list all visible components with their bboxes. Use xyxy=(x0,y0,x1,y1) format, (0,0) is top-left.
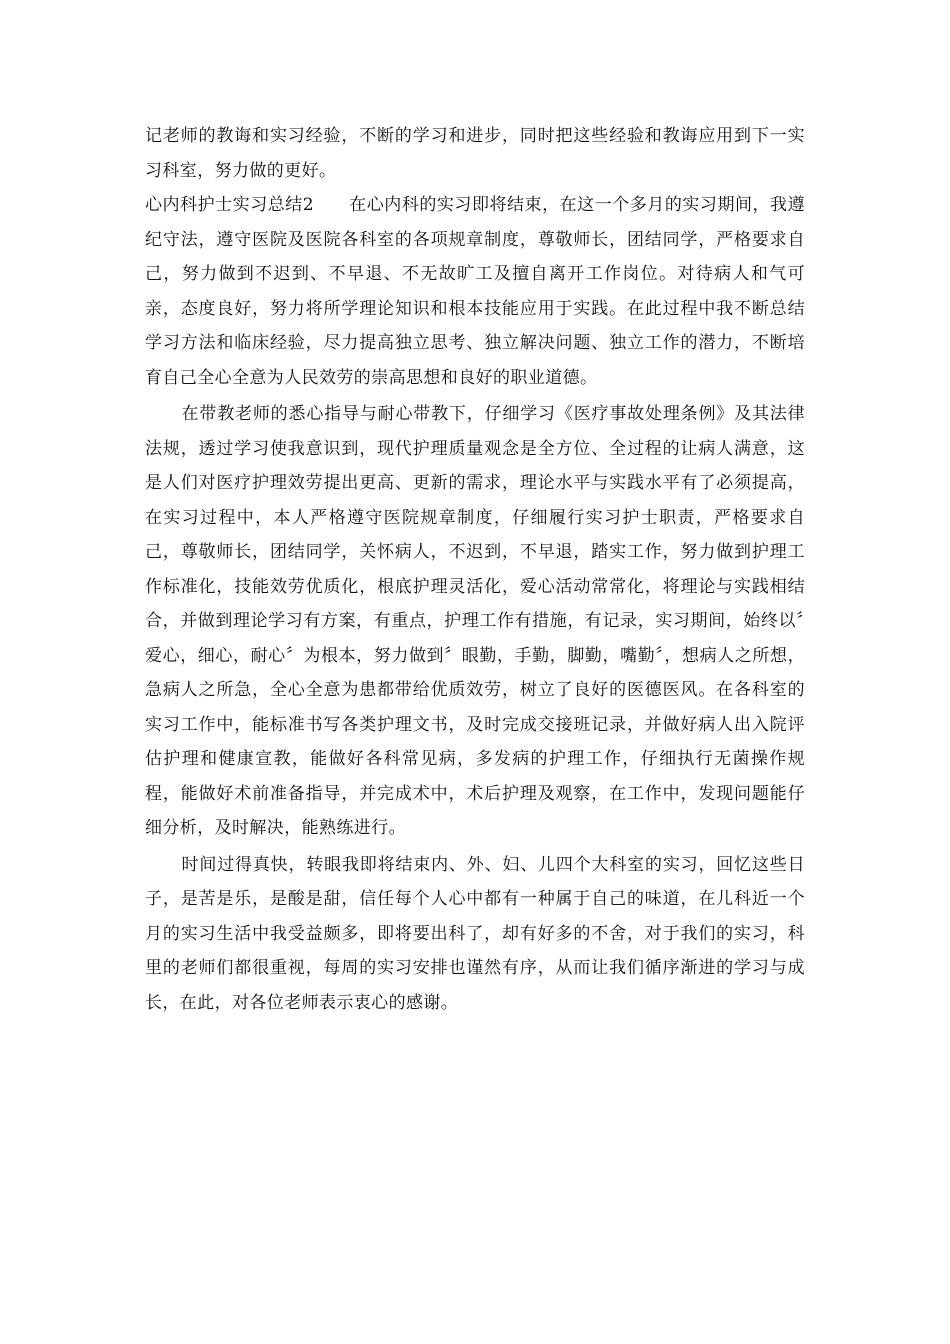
section-paragraph-1 xyxy=(145,188,805,395)
intro-paragraph-text: 记老师的教诲和实习经验，不断的学习和进步，同时把这些经验和教诲应用到下一实习科室，努力做的更好。 xyxy=(145,126,805,181)
paragraph-2-text: 在带教老师的悉心指导与耐心带教下，仔细学习《医疗事故处理条例》及其法律法规，透过学习使我意识到，现代护理质量观念是全方位、全过程的让病人满意，这是人们对医疗护理效劳提出更高、更新的需求，理论水平与实践水平有了必须提高，在实习过程中，本人严格遵守医院规章制度，仔细履行实习护士职责，严格要求自己，尊敬师长，团结同学，关怀病人，不迟到，不早退，踏实工作，努力做到护理工作标准化，技能效劳优质化，根底护理灵活化，爱心活动常常化，将理论与实践相结合，并做到理论学习有方案，有重点，护理工作有措施，有记录，实习期间，始终以〞爱心，细心，耐心〞为根本，努力做到〞眼勤，手勤，脚勤，嘴勤〞，想病人之所想，急病人之所急，全心全意为患都带给优质效劳，树立了良好的医德医风。在各科室的实习工作中，能标准书写各类护理文书，及时完成交接班记录，并做好病人出入院评估护理和健康宣教，能做好各科常见病，多发病的护理工作，仔细执行无菌操作规程，能做好术前准备指导，并完成术中，术后护理及观察，在工作中，发现问题能仔细分析，及时解决，能熟练进行。 xyxy=(145,404,805,838)
intro-paragraph xyxy=(145,119,805,188)
paragraph-2 xyxy=(145,397,805,846)
document-body xyxy=(145,119,805,1020)
paragraph-3 xyxy=(145,848,805,1021)
section-title: 心内科护士实习总结2 xyxy=(145,195,315,215)
paragraph-1-text: 在心内科的实习即将结束，在这一个多月的实习期间，我遵纪守法，遵守医院及医院各科室的各项规章制度，尊敬师长，团结同学，严格要求自己，努力做到不迟到、不早退、不无故旷工及擅自离开工作岗位。对待病人和气可亲，态度良好，努力将所学理论知识和根本技能应用于实践。在此过程中我不断总结学习方法和临床经验，尽力提高独立思考、独立解决问题、独立工作的潜力，不断培育自己全心全意为人民效劳的崇高思想和良好的职业道德。 xyxy=(145,195,805,388)
paragraph-3-text: 时间过得真快，转眼我即将结束内、外、妇、儿四个大科室的实习，回忆这些日子，是苦是乐，是酸是甜，信任每个人心中都有一种属于自己的味道，在儿科近一个月的实习生活中我受益颇多，即将要出科了，却有好多的不舍，对于我们的实习，科里的老师们都很重视，每周的实习安排也谨然有序，从而让我们循序渐进的学习与成长，在此，对各位老师表示衷心的感谢。 xyxy=(145,854,805,1013)
section-title-gap xyxy=(314,195,349,215)
